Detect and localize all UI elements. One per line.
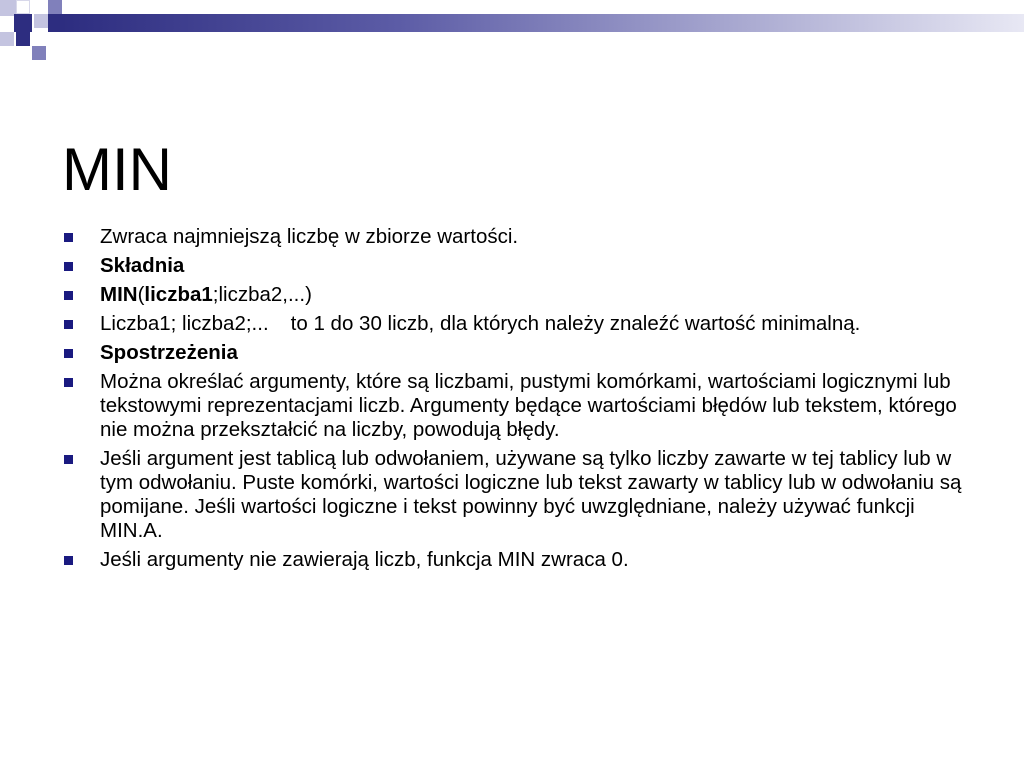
- square-bullet-icon: [64, 262, 73, 271]
- square-bullet-icon: [64, 378, 73, 387]
- square-bullet-icon: [64, 349, 73, 358]
- bullet-text: Jeśli argumenty nie zawierają liczb, funkcja MIN zwraca 0.: [100, 548, 629, 571]
- list-item: [62, 283, 962, 307]
- decor-square: [14, 14, 32, 32]
- decor-square: [16, 0, 30, 14]
- decorative-header: [0, 0, 1024, 62]
- argument-names: Liczba1; liczba2;...: [100, 312, 269, 335]
- decor-square: [48, 0, 62, 14]
- square-bullet-icon: [64, 455, 73, 464]
- decor-square: [48, 14, 62, 32]
- open-paren: (: [137, 283, 145, 306]
- square-bullet-icon: [64, 320, 73, 329]
- bullet-text: Zwraca najmniejszą liczbę w zbiorze wartości.: [100, 225, 519, 248]
- bullet-text: Można określać argumenty, które są liczbami, pustymi komórkami, wartościami logicznymi lub tekstowymi reprezentacjami liczb. Argumenty będące wartościami błędów lub tekstem, którego nie można przekształcić na liczby, powodują błędy.: [100, 370, 957, 441]
- square-bullet-icon: [64, 233, 73, 242]
- argument-description: to 1 do 30 liczb, dla których należy znaleźć wartość minimalną.: [290, 312, 861, 335]
- list-item: [62, 548, 962, 572]
- square-bullet-icon: [64, 291, 73, 300]
- list-item: [62, 225, 962, 249]
- function-name: MIN: [100, 283, 138, 306]
- square-bullet-icon: [64, 556, 73, 565]
- decor-square: [16, 32, 30, 46]
- page-title: MIN: [62, 136, 172, 204]
- list-item: [62, 312, 962, 336]
- gradient-band: [62, 14, 1024, 32]
- list-item: [62, 447, 962, 543]
- section-heading: Spostrzeżenia: [100, 341, 238, 364]
- list-item: [62, 370, 962, 442]
- bullet-list: [62, 225, 962, 577]
- optional-arguments: ;liczba2,...): [212, 283, 312, 306]
- decor-square: [34, 14, 48, 28]
- list-item: [62, 254, 962, 278]
- section-heading: Składnia: [100, 254, 185, 277]
- required-argument: liczba1: [144, 283, 213, 306]
- decor-square: [32, 46, 46, 60]
- list-item: [62, 341, 962, 365]
- decor-square: [0, 32, 14, 46]
- bullet-text: Jeśli argument jest tablicą lub odwołaniem, używane są tylko liczby zawarte w tej tablicy lub w tym odwołaniu. Puste komórki, wartości logiczne lub tekst zawarty w tablicy lub w odwołaniu są pomijane. Jeśli wartości logiczne i tekst powinny być uwzględniane, należy używać funkcji MIN.A.: [100, 447, 962, 542]
